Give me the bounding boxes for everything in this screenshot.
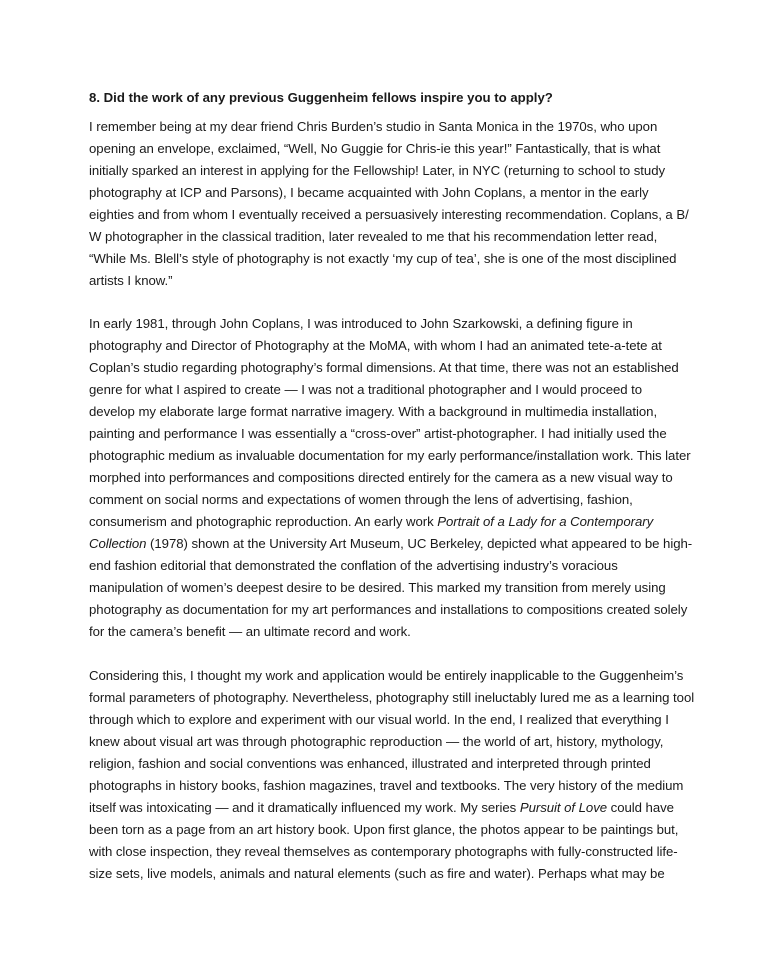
text-line: eighties and from whom I eventually received a persuasively interesting recommendation. Coplans, a B/ [89, 207, 689, 222]
paragraph-3 [89, 665, 709, 885]
text-line: photographic medium as invaluable documentation for my early performance/installation work. This later [89, 448, 691, 463]
text-line [89, 797, 709, 819]
text-segment: consumerism and photographic reproduction. An early work [89, 514, 438, 529]
artwork-title: Collection [89, 536, 147, 551]
text-line: size sets, live models, animals and natural elements (such as fire and water). Perhaps what may be [89, 866, 665, 881]
text-line: Coplan’s studio regarding photography’s formal dimensions. At that time, there was not an established [89, 360, 679, 375]
text-line: comment on social norms and expectations of women through the lens of advertising, fashion, [89, 492, 633, 507]
text-line: W photographer in the classical tradition, later revealed to me that his recommendation letter read, [89, 229, 658, 244]
text-line: formal parameters of photography. Nevertheless, photography still ineluctably lured me as a learning tool [89, 690, 695, 705]
text-line: end fashion editorial that demonstrated the conflation of the advertising industry’s voracious [89, 558, 618, 573]
text-line: photography at ICP and Parsons), I became acquainted with John Coplans, a mentor in the early [89, 185, 649, 200]
series-title: Pursuit of Love [519, 800, 608, 815]
text-line: I remember being at my dear friend Chris Burden’s studio in Santa Monica in the 1970s, who upon [89, 119, 658, 134]
text-line: manipulation of women’s deepest desire to be desired. This marked my transition from merely using [89, 580, 666, 595]
question-heading: 8. Did the work of any previous Guggenheim fellows inspire you to apply? [89, 90, 553, 105]
text-line: painting and performance I was essentially a “cross-over” artist-photographer. I had initially used the [89, 426, 667, 441]
text-line: with close inspection, they reveal themselves as contemporary photographs with fully-constructed life- [89, 844, 678, 859]
text-segment: could have [607, 800, 674, 815]
text-line: photography and Director of Photography at the MoMA, with whom I had an animated tete-a-tete at [89, 338, 662, 353]
artwork-title: Portrait of a Lady for a Contemporary [437, 514, 654, 529]
paragraph-2 [89, 313, 709, 643]
text-line: develop my elaborate large format narrative imagery. With a background in multimedia installation, [89, 404, 658, 419]
text-line: knew about visual art was through photographic reproduction — the world of art, history, mythology, [89, 734, 664, 749]
text-line: been torn as a page from an art history book. Upon first glance, the photos appear to be paintings but, [89, 822, 679, 837]
paragraph-1 [89, 116, 709, 292]
text-line: for the camera’s benefit — an ultimate record and work. [89, 624, 411, 639]
text-segment: itself was intoxicating — and it dramatically influenced my work. My series [89, 800, 520, 815]
text-line: In early 1981, through John Coplans, I was introduced to John Szarkowski, a defining figure in [89, 316, 633, 331]
text-segment: (1978) shown at the University Art Museum, UC Berkeley, depicted what appeared to be high- [146, 536, 693, 551]
text-line: Considering this, I thought my work and application would be entirely inapplicable to the Guggenheim’s [89, 668, 684, 683]
text-line [89, 511, 709, 533]
text-line: opening an envelope, exclaimed, “Well, No Guggie for Chris-ie this year!” Fantastically, that is what [89, 141, 661, 156]
text-line: morphed into performances and compositions directed entirely for the camera as a new visual way to [89, 470, 673, 485]
text-line: photography as documentation for my art performances and installations to compositions created solely [89, 602, 688, 617]
text-line: genre for what I aspired to create — I was not a traditional photographer and I would proceed to [89, 382, 643, 397]
text-line: artists I know.” [89, 273, 173, 288]
text-line: religion, fashion and social conventions was enhanced, illustrated and interpreted through printed [89, 756, 651, 771]
text-line: initially sparked an interest in applying for the Fellowship! Later, in NYC (returning to school to study [89, 163, 666, 178]
text-line: photographs in history books, fashion magazines, travel and textbooks. The very history of the medium [89, 778, 684, 793]
text-line: “While Ms. Blell’s style of photography is not exactly ‘my cup of tea’, she is one of the most disciplined [89, 251, 677, 266]
text-line [89, 533, 709, 555]
text-line: through which to explore and experiment with our visual world. In the end, I realized that everything I [89, 712, 669, 727]
